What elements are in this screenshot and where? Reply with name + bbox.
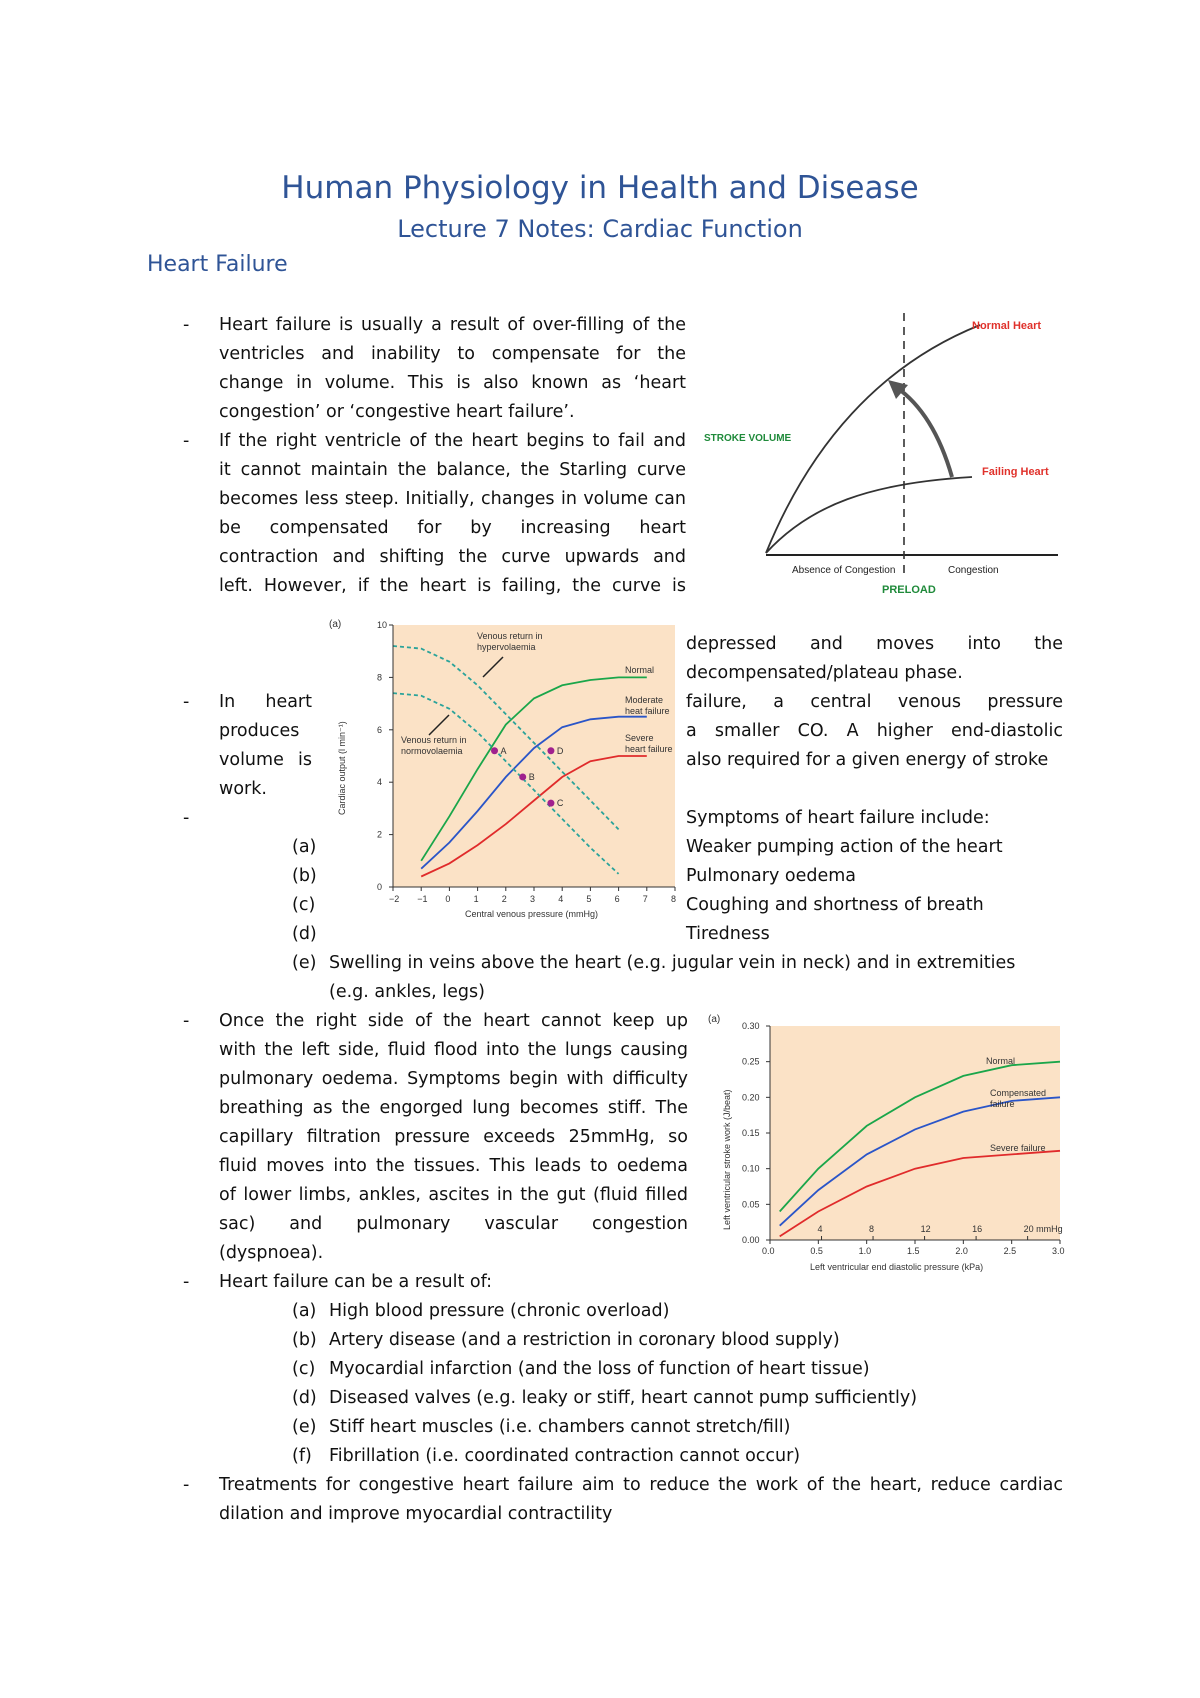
para3-left: work. <box>219 779 267 799</box>
severe-label: Severe failure <box>990 1143 1046 1153</box>
list-item-cont: (e.g. ankles, legs) <box>329 982 485 1002</box>
normal-label: Normal <box>625 665 655 675</box>
y-tick-label: 0.05 <box>742 1199 760 1210</box>
moderate-label-2: heat failure <box>625 706 670 716</box>
hyper-label-1: Venous return in <box>477 631 543 641</box>
list-item: Myocardial infarction (and the loss of function of heart tissue) <box>329 1359 870 1379</box>
stroke-work-figure <box>700 1010 1070 1280</box>
list-marker: (a) <box>292 837 317 857</box>
y-tick-label: 0.10 <box>742 1163 760 1174</box>
page-subtitle: Lecture 7 Notes: Cardiac Function <box>397 215 803 243</box>
mmhg-tick-label: 12 <box>920 1224 931 1234</box>
bullet-dash: - <box>183 315 190 335</box>
y-tick-label: 8 <box>377 672 383 683</box>
y-tick-label: 6 <box>377 724 383 735</box>
list-marker: (d) <box>292 924 317 944</box>
para1-line: Heart failure is usually a result of over-filling of the <box>219 315 686 335</box>
x-tick-label: 2 <box>501 894 507 904</box>
para5-line: capillary filtration pressure exceeds 25mmHg, so <box>219 1127 688 1147</box>
para2-line: If the right ventricle of the heart begins to fail and <box>219 431 686 451</box>
mmhg-tick-label: 4 <box>817 1224 823 1234</box>
para1-line: change in volume. This is also known as ‘heart <box>219 373 686 393</box>
para2-line: decompensated/plateau phase. <box>686 663 963 683</box>
section-heading: Heart Failure <box>147 252 288 277</box>
x-tick-label: 5 <box>586 894 592 904</box>
bullet-dash: - <box>183 1011 190 1031</box>
severe-label-1: Severe <box>625 733 654 743</box>
x-tick-label: 3.0 <box>1052 1246 1065 1256</box>
equilibrium-point-b <box>519 773 526 780</box>
list-item: High blood pressure (chronic overload) <box>329 1301 670 1321</box>
para1-line: ventricles and inability to compensate for the <box>219 344 686 364</box>
x-axis-title: Central venous pressure (mmHg) <box>465 909 599 919</box>
point-label: A <box>500 745 507 756</box>
y-tick-label: 2 <box>377 829 383 840</box>
y-axis-label: STROKE VOLUME <box>704 433 792 444</box>
normo-label-2: normovolaemia <box>401 746 463 756</box>
para2-line: contraction and shifting the curve upwards and <box>219 547 686 567</box>
list-item: Weaker pumping action of the heart <box>686 837 1003 857</box>
treatment-line: Treatments for congestive heart failure aim to reduce the work of the heart, reduce cardiac <box>219 1475 1063 1495</box>
x-tick-label: 0.5 <box>810 1246 823 1256</box>
mmhg-tick-label: 20 mmHg <box>1023 1224 1063 1234</box>
plot-background <box>770 1026 1060 1240</box>
para3-left: volume is <box>219 750 312 770</box>
x-tick-label: 1 <box>473 894 479 904</box>
y-axis-title: Left ventricular stroke work (J/beat) <box>722 1089 732 1230</box>
para5-line: sac) and pulmonary vascular congestion <box>219 1214 688 1234</box>
page-title: Human Physiology in Health and Disease <box>281 170 919 206</box>
x-tick-label: 0 <box>445 894 451 904</box>
list-item: Coughing and shortness of breath <box>686 895 984 915</box>
normo-label-1: Venous return in <box>401 735 467 745</box>
y-tick-label: 0.30 <box>742 1021 760 1031</box>
failing-heart-label: Failing Heart <box>982 466 1049 478</box>
list-item: Pulmonary oedema <box>686 866 857 886</box>
compensated-label-1: Compensated <box>990 1088 1047 1098</box>
treatment-line: dilation and improve myocardial contractility <box>219 1504 613 1524</box>
equilibrium-point-a <box>491 747 498 754</box>
causes-intro: Heart failure can be a result of: <box>219 1272 493 1292</box>
normal-label: Normal <box>986 1056 1016 1066</box>
x-tick-label: 1.0 <box>858 1246 872 1256</box>
para3-right: also required for a given energy of stroke <box>686 750 1049 770</box>
list-item: Fibrillation (i.e. coordinated contraction cannot occur) <box>329 1446 801 1466</box>
starling-curve-figure <box>700 305 1070 605</box>
para2-line: left. However, if the heart is failing, the curve is <box>219 576 686 596</box>
mmhg-tick-label: 8 <box>869 1224 875 1234</box>
compensated-label-2: failure <box>990 1099 1015 1109</box>
x-tick-label: 7 <box>642 894 648 904</box>
moderate-label-1: Moderate <box>625 695 664 705</box>
bullet-dash: - <box>183 431 190 451</box>
x-tick-label: −2 <box>389 894 400 904</box>
point-label: B <box>528 771 535 782</box>
normal-heart-curve <box>766 325 980 553</box>
x-tick-label: 0.0 <box>762 1246 775 1256</box>
bullet-dash: - <box>183 1475 190 1495</box>
severe-label-2: heart failure <box>625 744 673 754</box>
equilibrium-point-d <box>547 747 554 754</box>
list-marker: (e) <box>292 953 317 973</box>
para2-line: be compensated for by increasing heart <box>219 518 686 538</box>
point-label: C <box>556 798 564 809</box>
list-marker: (c) <box>292 895 316 915</box>
y-tick-label: 0.15 <box>742 1128 760 1138</box>
bullet-dash: - <box>183 1272 190 1292</box>
x-tick-label: −1 <box>417 894 428 904</box>
list-marker: (d) <box>292 1388 317 1408</box>
y-axis-title: Cardiac output (l min⁻¹) <box>337 721 347 815</box>
symptoms-intro: Symptoms of heart failure include: <box>686 808 990 828</box>
para3-left: produces <box>219 721 300 741</box>
list-item: Swelling in veins above the heart (e.g. jugular vein in neck) and in extremities <box>329 953 1016 973</box>
panel-label: (a) <box>329 619 342 630</box>
x-tick-label: 8 <box>671 894 677 904</box>
hyper-label-2: hypervolaemia <box>477 642 536 652</box>
para1-line: congestion’ or ‘congestive heart failure’. <box>219 402 575 422</box>
equilibrium-point-c <box>547 800 554 807</box>
para5-line: fluid moves into the tissues. This leads to oedema <box>219 1156 688 1176</box>
para2-line: becomes less steep. Initially, changes in volume can <box>219 489 686 509</box>
list-marker: (f) <box>292 1446 312 1466</box>
panel-label: (a) <box>708 1014 721 1025</box>
y-tick-label: 0.20 <box>742 1092 760 1103</box>
para5-line: with the left side, fluid flood into the lungs causing <box>219 1040 688 1060</box>
y-tick-label: 4 <box>377 777 383 788</box>
y-tick-label: 0.00 <box>742 1235 760 1245</box>
point-label: D <box>556 745 564 756</box>
list-marker: (a) <box>292 1301 317 1321</box>
para5-line: breathing as the engorged lung becomes stiff. The <box>219 1098 688 1118</box>
bullet-dash: - <box>183 692 190 712</box>
para3-left: In heart <box>219 692 312 712</box>
list-item: Tiredness <box>686 924 770 944</box>
para3-right: failure, a central venous pressure <box>686 692 1063 712</box>
x-tick-label: 3 <box>530 894 536 904</box>
para5-line: of lower limbs, ankles, ascites in the gut (fluid filled <box>219 1185 688 1205</box>
list-item: Artery disease (and a restriction in coronary blood supply) <box>329 1330 840 1350</box>
absence-congestion-label: Absence of Congestion <box>792 565 896 576</box>
para2-line: it cannot maintain the balance, the Starling curve <box>219 460 686 480</box>
x-tick-label: 2.5 <box>1003 1246 1017 1256</box>
x-tick-label: 2.0 <box>955 1246 968 1256</box>
y-tick-label: 10 <box>377 620 388 630</box>
x-axis-label: PRELOAD <box>882 584 936 596</box>
x-tick-label: 1.5 <box>907 1246 920 1256</box>
list-item: Diseased valves (e.g. leaky or stiff, heart cannot pump sufficiently) <box>329 1388 918 1408</box>
x-tick-label: 4 <box>558 894 564 904</box>
list-item: Stiff heart muscles (i.e. chambers cannot stretch/fill) <box>329 1417 791 1437</box>
para3-right: a smaller CO. A higher end-diastolic <box>686 721 1063 741</box>
y-tick-label: 0 <box>377 882 383 892</box>
list-marker: (e) <box>292 1417 317 1437</box>
list-marker: (c) <box>292 1359 316 1379</box>
para2-line: depressed and moves into the <box>686 634 1063 654</box>
x-tick-label: 6 <box>614 894 620 904</box>
x-axis-title: Left ventricular end diastolic pressure (kPa) <box>810 1262 984 1272</box>
congestion-label: Congestion <box>948 565 999 576</box>
normal-heart-label: Normal Heart <box>972 320 1042 332</box>
bullet-dash: - <box>183 808 190 828</box>
y-tick-label: 0.25 <box>742 1056 760 1067</box>
list-marker: (b) <box>292 866 317 886</box>
cardiac-output-figure <box>325 615 685 925</box>
mmhg-tick-label: 16 <box>972 1224 983 1234</box>
para5-line: (dyspnoea). <box>219 1243 324 1263</box>
para5-line: pulmonary oedema. Symptoms begin with difficulty <box>219 1069 688 1089</box>
para5-line: Once the right side of the heart cannot keep up <box>219 1011 688 1031</box>
list-marker: (b) <box>292 1330 317 1350</box>
